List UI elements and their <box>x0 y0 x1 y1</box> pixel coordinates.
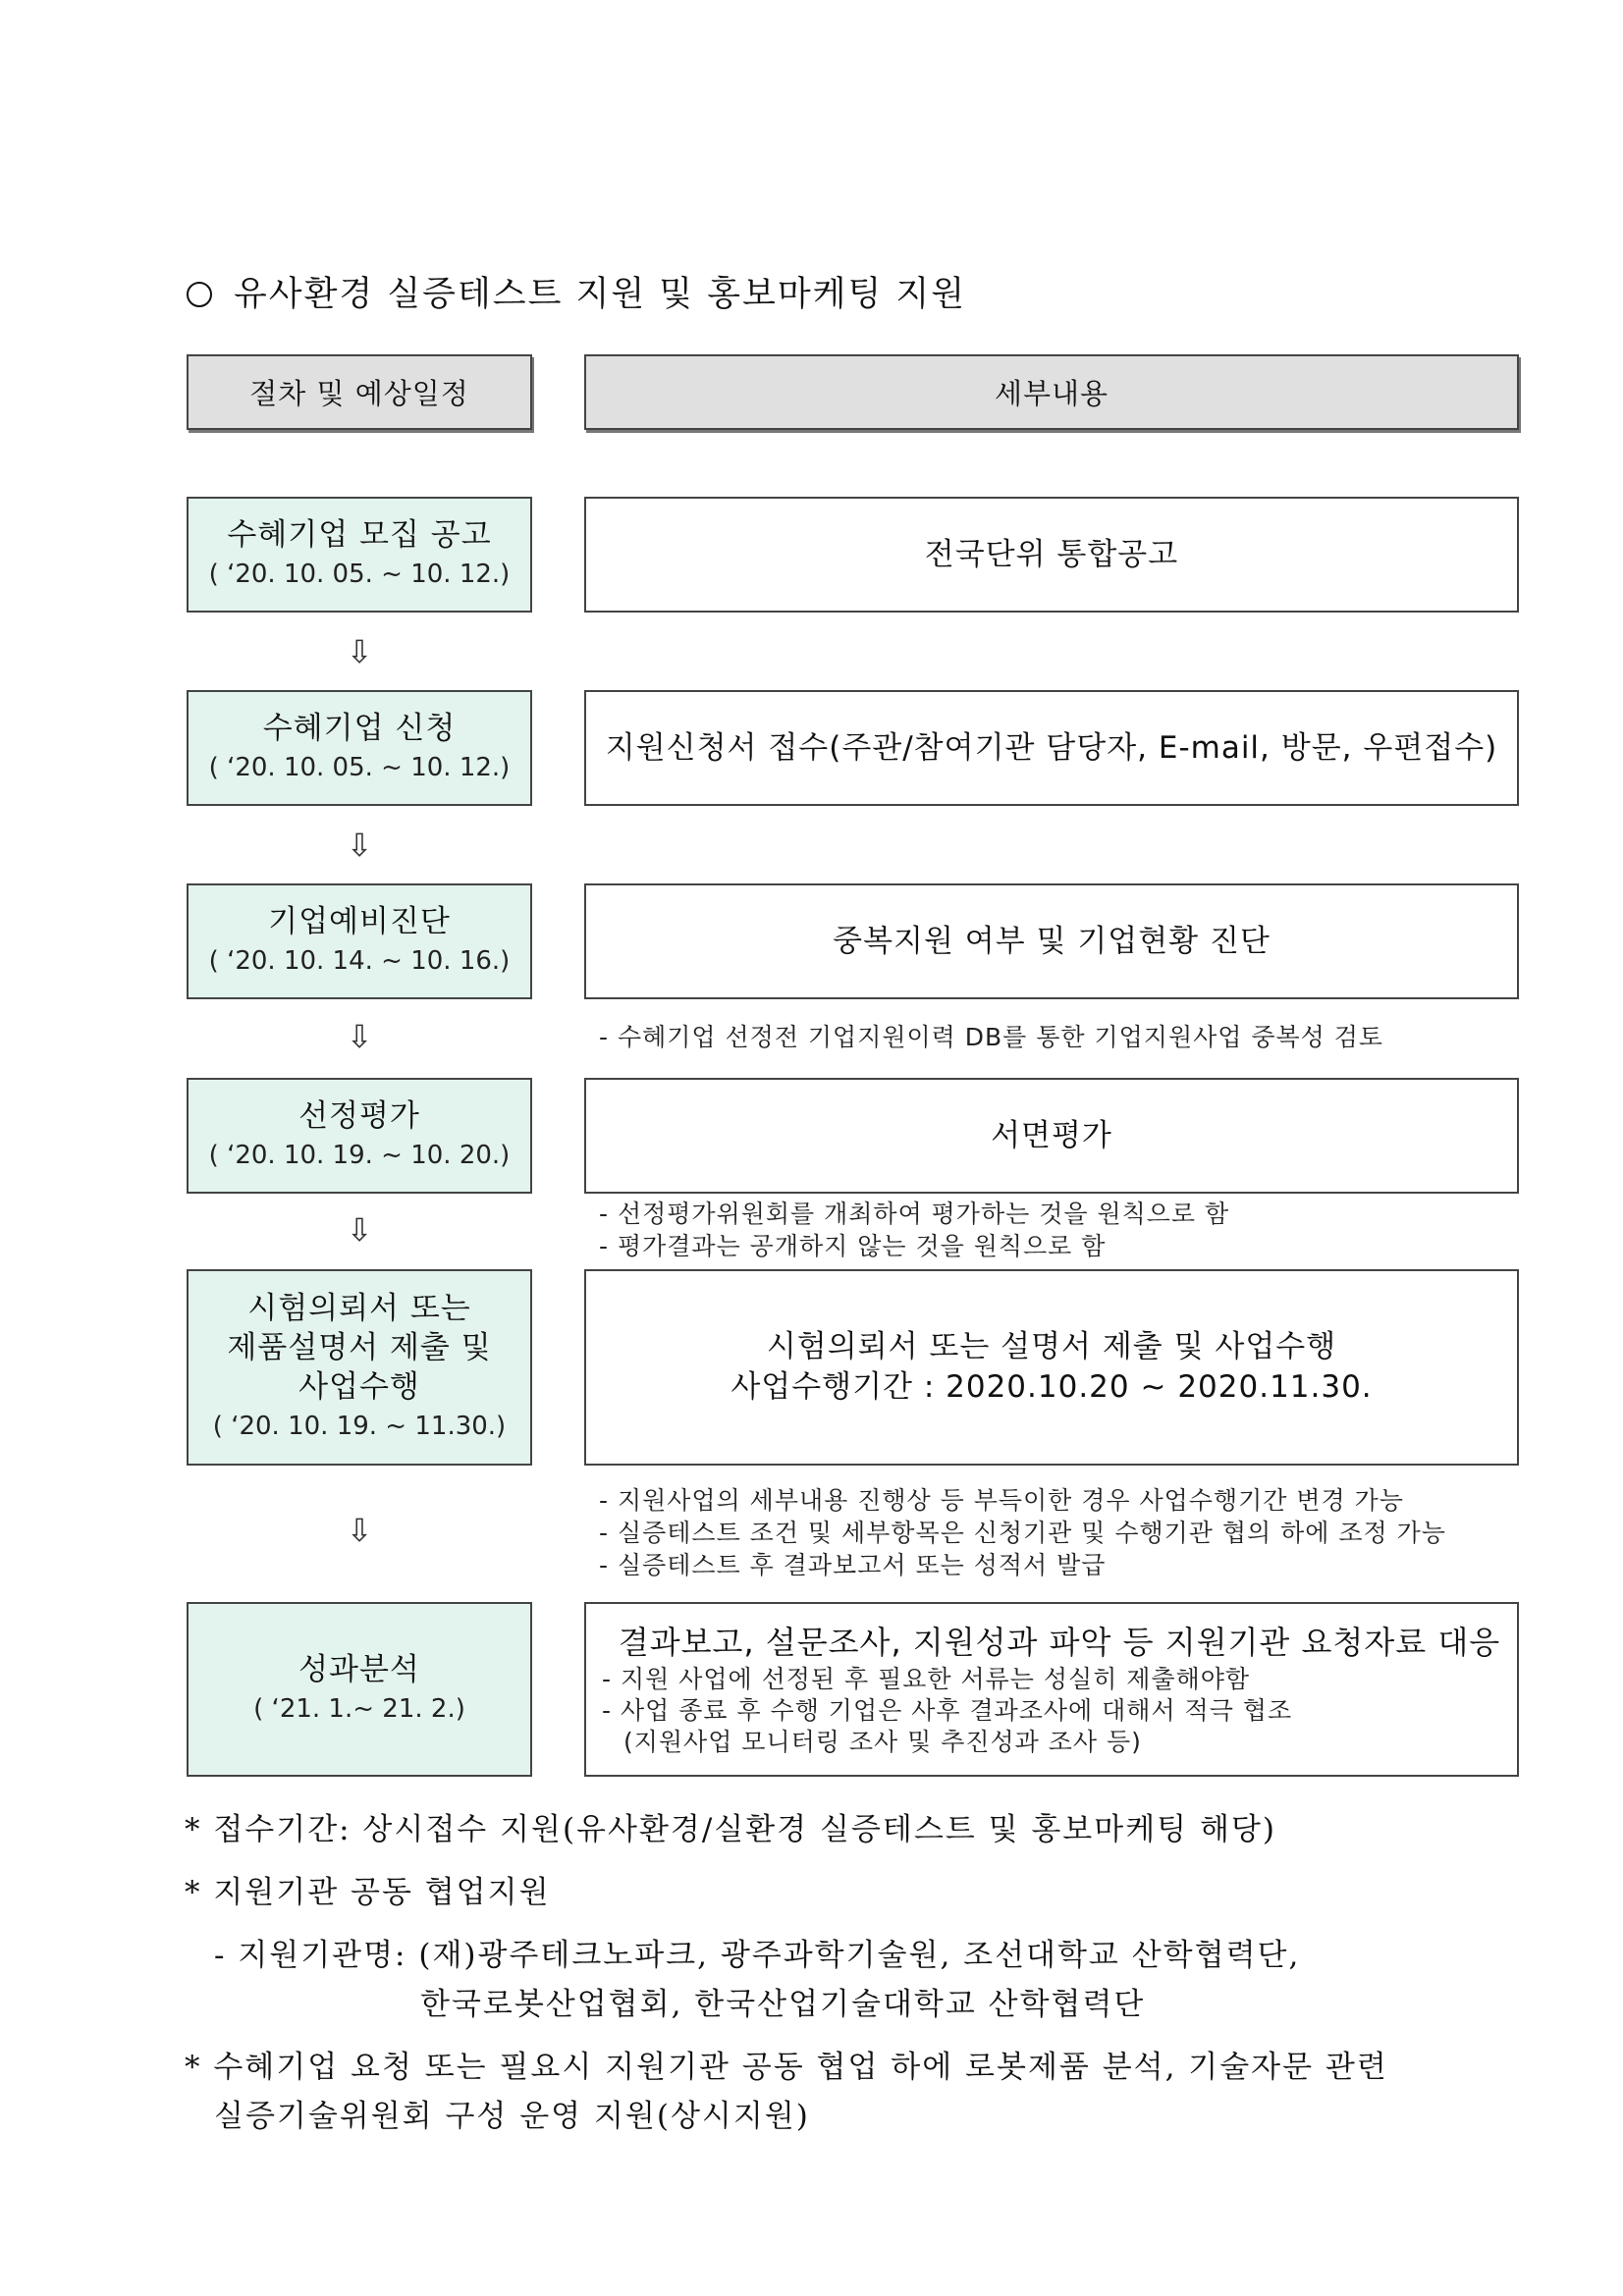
detail-text: 중복지원 여부 및 기업현황 진단 <box>833 923 1271 959</box>
step-date: ( ‘20. 10. 05. ~ 10. 12.) <box>208 560 511 589</box>
header-details-label: 세부내용 <box>994 377 1109 410</box>
header-procedure-label: 절차 및 예상일정 <box>249 377 469 410</box>
detail-text: 사업수행기간 : 2020.10.20 ~ 2020.11.30. <box>730 1369 1373 1405</box>
detail-sub-text: - 지원 사업에 선정된 후 필요한 서류는 성실히 제출해야함 <box>602 1665 1251 1693</box>
down-arrow-icon: ⇩ <box>346 827 373 864</box>
detail-selection-evaluation <box>584 1078 1519 1194</box>
down-arrow-icon: ⇩ <box>346 1018 373 1055</box>
footnote-institution-names: - 지원기관명: (재)광주테크노파크, 광주과학기술원, 조선대학교 산학협력단, <box>214 1938 1301 1973</box>
step-name: 기업예비진단 <box>268 904 451 939</box>
detail-text: 전국단위 통합공고 <box>924 536 1179 572</box>
detail-text: 시험의뢰서 또는 설명서 제출 및 사업수행 <box>766 1329 1337 1364</box>
detail-text: 지원신청서 접수(주관/참여기관 담당자, E-mail, 방문, 우편접수) <box>605 729 1498 766</box>
step-performance-analysis <box>187 1602 532 1777</box>
footnote-receipt-period: * 접수기간: 상시접수 지원(유사환경/실환경 실증테스트 및 홍보마케팅 해당) <box>185 1812 1276 1847</box>
detail-recruit-notice <box>584 497 1519 613</box>
step-selection-evaluation <box>187 1078 532 1194</box>
step-name: 사업수행 <box>298 1369 420 1405</box>
down-arrow-icon: ⇩ <box>346 633 373 670</box>
step-name: 제품설명서 제출 및 <box>227 1330 492 1365</box>
footnote-tech-committee: * 수혜기업 요청 또는 필요시 지원기관 공동 협업 하에 로봇제품 분석, 기술자문 관련 <box>185 2050 1388 2085</box>
detail-test-request-submission <box>584 1269 1519 1466</box>
detail-performance-analysis <box>584 1602 1519 1777</box>
section-title <box>187 267 966 316</box>
step-application <box>187 690 532 806</box>
step-date: ( ‘20. 10. 19. ~ 10. 20.) <box>208 1141 511 1170</box>
step-date: ( ‘21. 1.~ 21. 2.) <box>253 1694 465 1724</box>
step-recruit-notice <box>187 497 532 613</box>
detail-main-text: 결과보고, 설문조사, 지원성과 파악 등 지원기관 요청자료 대응 <box>618 1624 1501 1661</box>
step-name: 수혜기업 모집 공고 <box>227 517 492 553</box>
detail-text: 서면평가 <box>991 1117 1112 1153</box>
circle-bullet-icon <box>187 282 212 307</box>
down-arrow-icon: ⇩ <box>346 1211 373 1249</box>
note-line: - 평가결과는 공개하지 않는 것을 원칙으로 함 <box>599 1232 1107 1260</box>
note-line: - 수혜기업 선정전 기업지원이력 DB를 통한 기업지원사업 중복성 검토 <box>599 1023 1384 1051</box>
detail-sub-text: - 사업 종료 후 수행 기업은 사후 결과조사에 대해서 적극 협조 <box>602 1696 1293 1725</box>
section-title-text: 유사환경 실증테스트 지원 및 홍보마케팅 지원 <box>234 275 967 314</box>
footnote-joint-support: * 지원기관 공동 협업지원 <box>185 1875 551 1910</box>
note-line: - 선정평가위원회를 개최하여 평가하는 것을 원칙으로 함 <box>599 1200 1230 1228</box>
header-details <box>584 354 1519 430</box>
step-pre-diagnosis <box>187 883 532 999</box>
down-arrow-icon: ⇩ <box>346 1512 373 1549</box>
step-date: ( ‘20. 10. 19. ~ 11.30.) <box>212 1412 507 1441</box>
step-date: ( ‘20. 10. 05. ~ 10. 12.) <box>208 753 511 782</box>
detail-pre-diagnosis <box>584 883 1519 999</box>
detail-application <box>584 690 1519 806</box>
step-name: 성과분석 <box>298 1652 420 1687</box>
step-name: 시험의뢰서 또는 <box>247 1291 471 1326</box>
footnote-institution-names-cont: 한국로봇산업협회, 한국산업기술대학교 산학협력단 <box>420 1987 1146 2022</box>
step-test-request-submission <box>187 1269 532 1466</box>
header-procedure <box>187 354 532 430</box>
note-line: - 실증테스트 조건 및 세부항목은 신청기관 및 수행기관 협의 하에 조정 가능 <box>599 1519 1446 1547</box>
detail-sub-text: (지원사업 모니터링 조사 및 추진성과 조사 등) <box>623 1728 1142 1756</box>
footnote-tech-committee-cont: 실증기술위원회 구성 운영 지원(상시지원) <box>214 2099 810 2134</box>
step-name: 선정평가 <box>298 1098 420 1134</box>
step-date: ( ‘20. 10. 14. ~ 10. 16.) <box>208 946 511 976</box>
note-line: - 지원사업의 세부내용 진행상 등 부득이한 경우 사업수행기간 변경 가능 <box>599 1486 1404 1515</box>
note-line: - 실증테스트 후 결과보고서 또는 성적서 발급 <box>599 1551 1107 1579</box>
step-name: 수혜기업 신청 <box>262 711 457 746</box>
